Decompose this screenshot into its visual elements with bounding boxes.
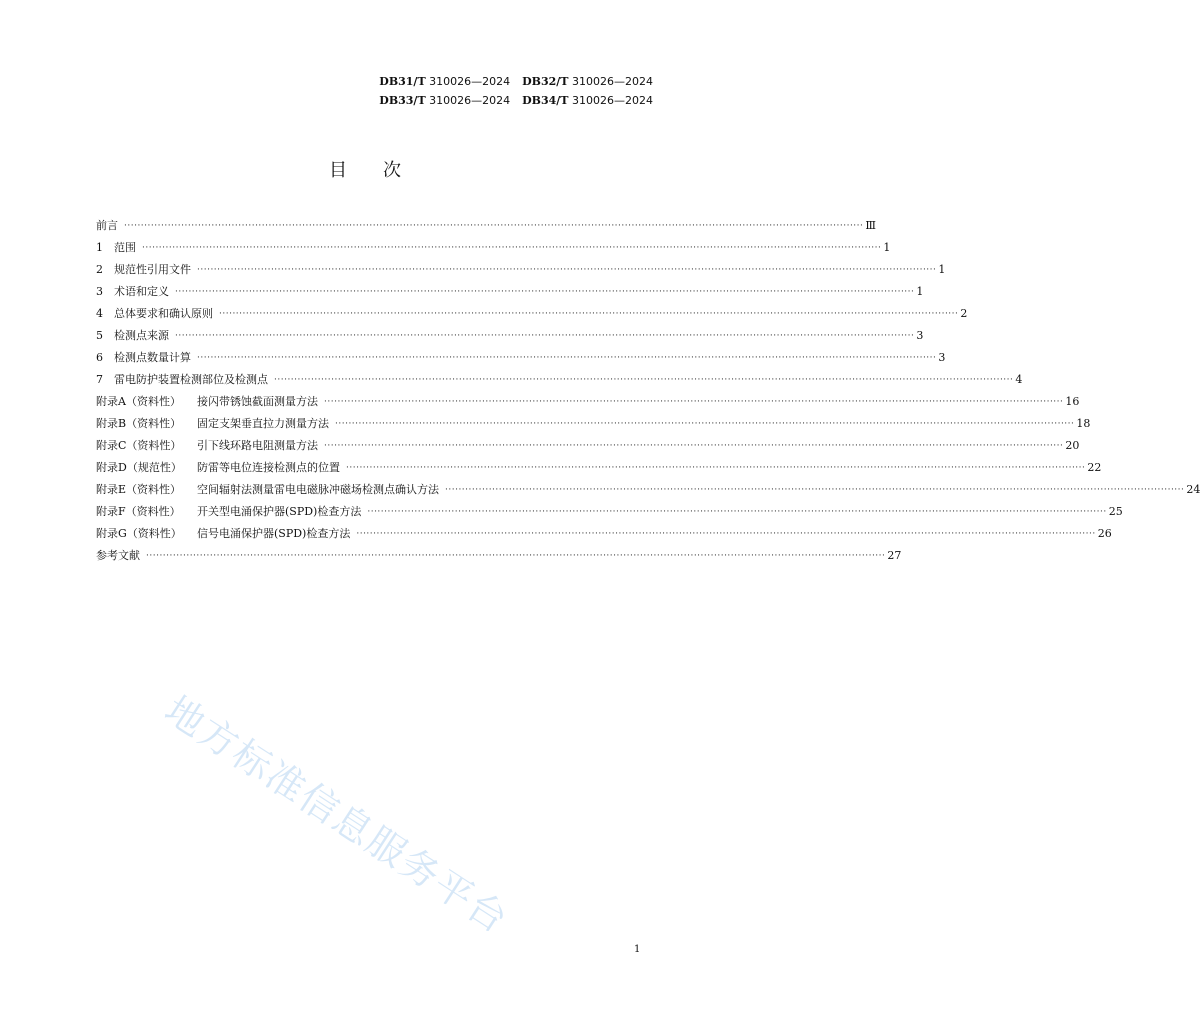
toc-entry-title: 检测点数量计算 xyxy=(114,351,191,364)
toc-entry-title: 开关型电涌保护器(SPD)检查方法 xyxy=(197,505,362,518)
toc-entry-page: 18 xyxy=(1076,417,1091,430)
toc-entry[interactable] xyxy=(96,277,924,299)
title-char: 目 xyxy=(329,160,347,181)
toc-entry-number: 附录F（资料性） xyxy=(96,505,181,518)
toc-entry-title: 防雷等电位连接检测点的位置 xyxy=(197,461,340,474)
standard-code: DB31/T 310026—2024 xyxy=(379,75,511,88)
toc-entry-title: 总体要求和确认原则 xyxy=(114,307,213,320)
standard-numbers xyxy=(379,72,653,110)
toc-entry-number: 5 xyxy=(96,329,103,342)
toc-entry[interactable] xyxy=(96,365,1023,387)
toc-entry-number: 附录E（资料性） xyxy=(96,483,182,496)
toc-entry-title: 范围 xyxy=(114,241,136,254)
toc-entry-number: 6 xyxy=(96,351,103,364)
toc-entry-title: 术语和定义 xyxy=(114,285,169,298)
toc-dot-leader: ···························································································································································································································· xyxy=(356,529,1096,539)
table-of-contents xyxy=(96,211,1200,563)
toc-entry[interactable] xyxy=(96,453,1102,475)
toc-entry-page: 16 xyxy=(1065,395,1080,408)
toc-dot-leader: ···························································································································································································································· xyxy=(175,331,915,341)
standard-number-line xyxy=(379,72,653,91)
toc-entry-page: 1 xyxy=(916,285,924,298)
toc-entry-page: 1 xyxy=(938,263,946,276)
toc-entry-title: 规范性引用文件 xyxy=(114,263,191,276)
toc-dot-leader: ···························································································································································································································· xyxy=(335,419,1075,429)
toc-entry-page: 4 xyxy=(1015,373,1023,386)
toc-entry-page: 3 xyxy=(938,351,946,364)
toc-entry[interactable] xyxy=(96,497,1123,519)
toc-entry[interactable] xyxy=(96,431,1080,453)
standard-code: DB32/T 310026—2024 xyxy=(522,75,653,88)
toc-entry-number: 附录C（资料性） xyxy=(96,439,182,452)
toc-entry[interactable] xyxy=(96,475,1200,497)
toc-entry[interactable] xyxy=(96,343,946,365)
page-number: 1 xyxy=(634,944,641,955)
toc-dot-leader: ···························································································································································································································· xyxy=(142,243,882,253)
toc-entry[interactable] xyxy=(96,387,1080,409)
toc-entry[interactable] xyxy=(96,233,891,255)
standard-number-line xyxy=(379,91,653,110)
toc-entry-number: 附录D（规范性） xyxy=(96,461,182,474)
toc-dot-leader: ···························································································································································································································· xyxy=(274,375,1014,385)
toc-dot-leader: ···························································································································································································································· xyxy=(367,507,1107,517)
toc-entry-number: 附录B（资料性） xyxy=(96,417,182,430)
toc-entry-page: 2 xyxy=(960,307,968,320)
watermark: 地方标准信息服务平台 xyxy=(157,687,517,943)
toc-entry-page: 3 xyxy=(916,329,924,342)
toc-dot-leader: ···························································································································································································································· xyxy=(124,221,864,231)
toc-entry-page: 1 xyxy=(883,241,891,254)
toc-entry[interactable] xyxy=(96,211,876,233)
toc-entry-page: 25 xyxy=(1108,505,1123,518)
toc-entry-page: 24 xyxy=(1186,483,1200,496)
toc-entry-title: 检测点来源 xyxy=(114,329,169,342)
toc-entry-number: 附录A（资料性） xyxy=(96,395,181,408)
toc-entry-title: 空间辐射法测量雷电电磁脉冲磁场检测点确认方法 xyxy=(197,483,439,496)
toc-dot-leader: ···························································································································································································································· xyxy=(445,485,1185,495)
toc-entry-title: 参考文献 xyxy=(96,549,140,562)
toc-dot-leader: ···························································································································································································································· xyxy=(324,397,1064,407)
toc-entry-number: 4 xyxy=(96,307,103,320)
toc-entry[interactable] xyxy=(96,299,968,321)
toc-entry-page: 20 xyxy=(1065,439,1080,452)
standard-code: DB33/T 310026—2024 xyxy=(379,94,511,107)
toc-entry-title: 信号电涌保护器(SPD)检查方法 xyxy=(197,527,351,540)
toc-entry-number: 2 xyxy=(96,263,103,276)
toc-entry-page: 22 xyxy=(1087,461,1102,474)
toc-dot-leader: ···························································································································································································································· xyxy=(146,551,886,561)
toc-entry[interactable] xyxy=(96,409,1091,431)
toc-dot-leader: ···························································································································································································································· xyxy=(197,353,937,363)
toc-entry-number: 附录G（资料性） xyxy=(96,527,182,540)
toc-dot-leader: ···························································································································································································································· xyxy=(175,287,915,297)
standard-code: DB34/T 310026—2024 xyxy=(522,94,653,107)
toc-entry-title: 前言 xyxy=(96,219,118,232)
toc-entry-title: 引下线环路电阻测量方法 xyxy=(197,439,318,452)
title-char: 次 xyxy=(383,160,401,181)
toc-dot-leader: ···························································································································································································································· xyxy=(346,463,1086,473)
toc-entry[interactable] xyxy=(96,321,924,343)
toc-dot-leader: ···························································································································································································································· xyxy=(324,441,1064,451)
toc-entry[interactable] xyxy=(96,519,1112,541)
toc-entry-title: 雷电防护装置检测部位及检测点 xyxy=(114,373,268,386)
toc-entry-number: 7 xyxy=(96,373,103,386)
toc-entry-page: 26 xyxy=(1097,527,1112,540)
toc-entry-page: Ⅲ xyxy=(865,219,876,232)
toc-entry[interactable] xyxy=(96,255,946,277)
toc-entry-title: 固定支架垂直拉力测量方法 xyxy=(197,417,329,430)
toc-dot-leader: ···························································································································································································································· xyxy=(197,265,937,275)
toc-entry-number: 1 xyxy=(96,241,103,254)
toc-entry-number: 3 xyxy=(96,285,103,298)
toc-entry[interactable] xyxy=(96,541,902,563)
toc-entry-title: 接闪带锈蚀截面测量方法 xyxy=(197,395,318,408)
toc-entry-page: 27 xyxy=(887,549,902,562)
toc-dot-leader: ···························································································································································································································· xyxy=(219,309,959,319)
page-title xyxy=(0,156,730,182)
